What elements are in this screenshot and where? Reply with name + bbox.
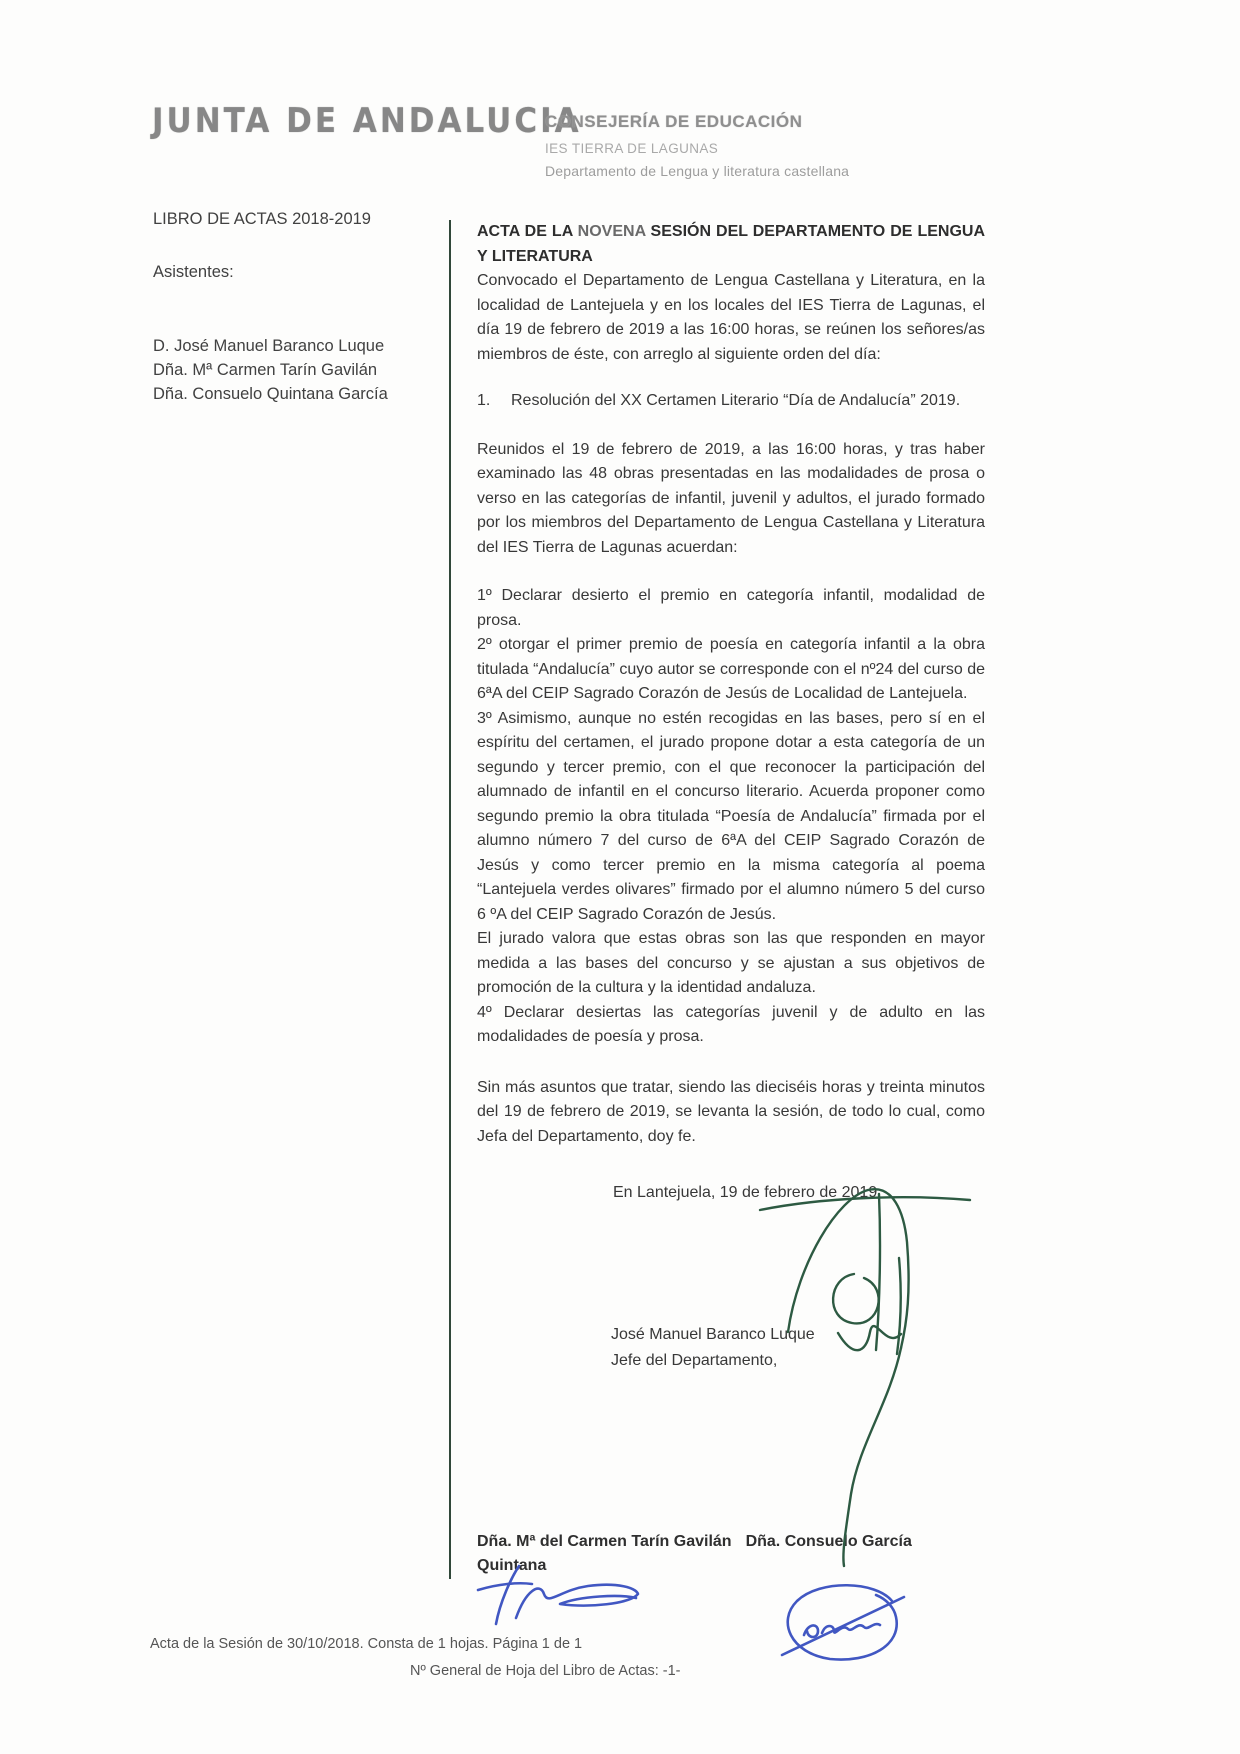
department-name: Departamento de Lengua y literatura castellana: [545, 162, 850, 179]
document-title: [477, 220, 985, 269]
handwritten-signature-consuelo: [774, 1573, 912, 1670]
title-part-faded: NOVENA: [577, 223, 646, 240]
header-right-block: [545, 113, 849, 178]
chief-role: Jefe del Departamento,: [611, 1351, 778, 1369]
paragraph-intro: Convocado el Departamento de Lengua Castellana y Literatura, en la localidad de Lantejuela y en los locales del IES Tierra de Lagunas, el día 19 de febrero de 2019 a las 16:00 horas, se reúnen los señores/as miembros de éste, con arreglo al siguiente orden del día:: [477, 272, 985, 363]
paragraph-jury-assessment: El jurado valora que estas obras son las que responden en mayor medida a las bases del concurso y se ajustan a sus objetivos de promoción de la cultura y la identidad andaluza.: [477, 930, 985, 996]
paragraph-resolution-2: 2º otorgar el primer premio de poesía en categoría infantil a la obra titulada “Andalucía” cuyo autor se corresponde con el nº24 del curso de 6ªA del CEIP Sagrado Corazón de Jesús de Localidad de Lantejuela.: [477, 636, 985, 702]
attendee-name: Dña. Consuelo Quintana García: [153, 385, 388, 403]
footer-session-info: Acta de la Sesión de 30/10/2018. Consta de 1 hojas. Página 1 de 1: [150, 1636, 583, 1652]
paragraph-resolution-1: 1º Declarar desierto el premio en categoría infantil, modalidad de prosa.: [477, 587, 985, 629]
consejeria-title: CONSEJERÍA DE EDUCACIÓN: [545, 112, 803, 131]
paragraph-resolution-3: 3º Asimismo, aunque no estén recogidas en las bases, pero sí en el espíritu del certamen, el jurado propone dotar a esta categoría de un segundo y tercer premio, con el que reconocer la participación del alumnado de infantil en el concurso literario. Acuerda proponer como segundo premio la obra titulada “Poesía de Andalucía” firmada por el alumno número 7 del curso de 6ªA del CEIP Sagrado Corazón de Jesús y como tercer premio en la misma categoría al poema “Lantejuela verdes olivares” firmado por el alumno número 5 del curso 6 ºA del CEIP Sagrado Corazón de Jesús.: [477, 709, 985, 923]
handwritten-signature-tarin: [468, 1560, 650, 1630]
attendee-name: Dña. Mª Carmen Tarín Gavilán: [153, 361, 378, 379]
school-name: IES TIERRA DE LAGUNAS: [545, 141, 719, 156]
attendees-label: Asistentes:: [153, 263, 234, 281]
witness-name-1: Dña. Mª del Carmen Tarín Gavilán: [477, 1532, 732, 1550]
agenda-text: Resolución del XX Certamen Literario “Día de Andalucía” 2019.: [511, 392, 961, 409]
agenda-number: 1.: [477, 392, 491, 409]
paragraph-closing: Sin más asuntos que tratar, siendo las dieciséis horas y treinta minutos del 19 de febrero de 2019, se levanta la sesión, de todo lo cual, como Jefa del Departamento, doy fe.: [477, 1078, 985, 1145]
junta-de-andalucia-logo: JUNTA DE ANDALUCIA: [152, 101, 582, 141]
paragraph-meeting: Reunidos el 19 de febrero de 2019, a las 16:00 horas, y tras haber examinado las 48 obras presentadas en las modalidades de prosa o verso en las categorías de infantil, juvenil y adultos, el jurado formado por los miembros del Departamento de Lengua Castellana y Literatura del IES Tierra de Lagunas acuerdan:: [477, 440, 985, 556]
witness-name-2: Dña. Consuelo García Quintana: [477, 1532, 912, 1574]
book-of-minutes-label: LIBRO DE ACTAS 2018-2019: [153, 210, 371, 228]
attendees-list: [153, 334, 433, 406]
agenda-item-1: [477, 389, 985, 414]
place-and-date-line: En Lantejuela, 19 de febrero de 2019: [613, 1184, 878, 1201]
footer-sheet-number: Nº General de Hoja del Libro de Actas: -1-: [410, 1663, 681, 1679]
left-margin-column: [153, 210, 433, 406]
attendee-name: D. José Manuel Baranco Luque: [153, 337, 385, 355]
handwritten-signature-chief: [758, 1182, 976, 1568]
title-part: SESIÓN DEL DEPARTAMENTO DE LENGUA Y LITERATURA: [477, 223, 986, 265]
paragraph-resolution-4: 4º Declarar desiertas las categorías juvenil y de adulto en las modalidades de poesía y prosa.: [477, 1003, 985, 1045]
title-part: ACTA DE LA: [477, 223, 578, 240]
chief-name: José Manuel Baranco Luque: [611, 1325, 815, 1343]
